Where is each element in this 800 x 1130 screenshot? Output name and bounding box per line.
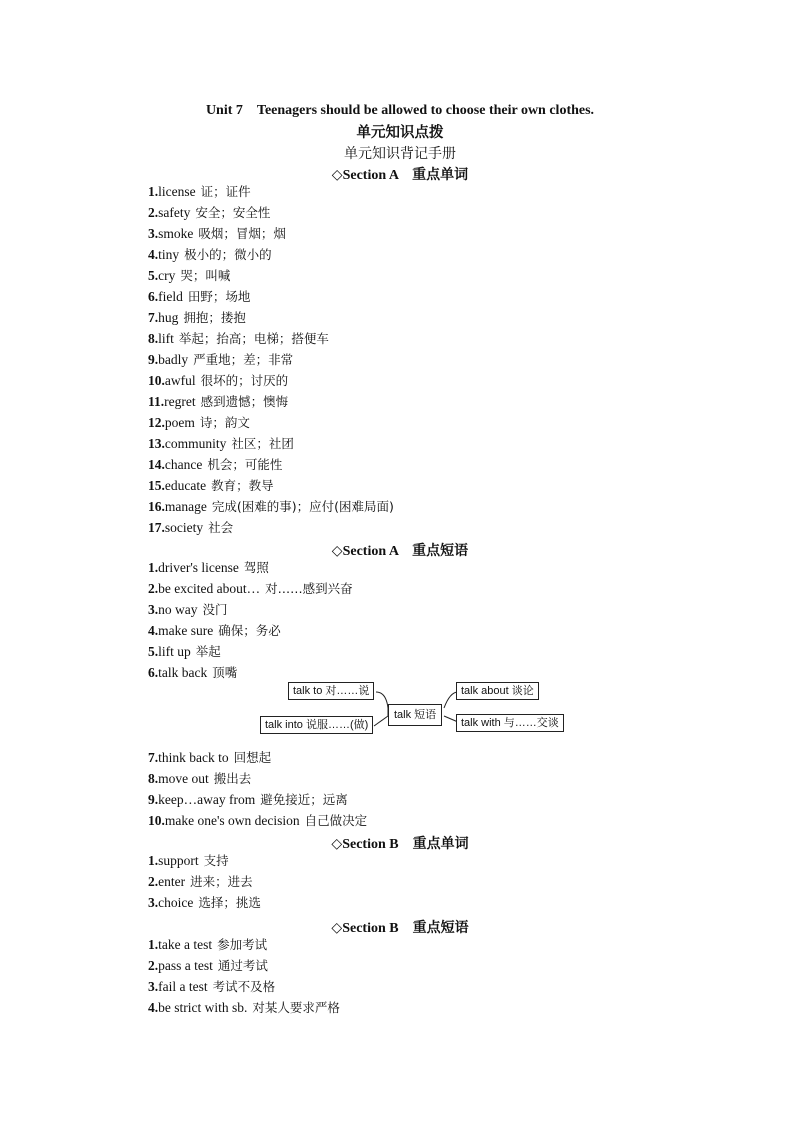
list-item — [148, 267, 230, 285]
item-number: 10. — [148, 813, 165, 828]
item-meaning: 顶嘴 — [212, 665, 238, 680]
list-item — [148, 225, 286, 243]
item-meaning: 搬出去 — [213, 771, 252, 786]
list-item — [148, 204, 270, 222]
list-item — [148, 894, 261, 912]
list-item — [148, 852, 229, 870]
talk-phrases-diagram — [260, 678, 570, 740]
item-number: 14. — [148, 457, 165, 472]
item-number: 9. — [148, 352, 159, 367]
list-item — [148, 456, 282, 474]
item-meaning: 考试不及格 — [212, 979, 276, 994]
item-number: 2. — [148, 581, 159, 596]
list-item — [148, 999, 340, 1017]
item-word: hug — [158, 310, 179, 325]
list-item — [148, 936, 267, 954]
item-number: 3. — [148, 602, 159, 617]
list-item — [148, 288, 250, 306]
item-word: enter — [158, 874, 186, 889]
item-meaning: 社会 — [208, 520, 234, 535]
item-meaning: 选择；挑选 — [198, 895, 261, 910]
diagram-box-talk-about: talk about 谈论 — [456, 682, 539, 700]
item-number: 1. — [148, 560, 159, 575]
item-number: 2. — [148, 958, 159, 973]
item-number: 2. — [148, 205, 159, 220]
item-meaning: 自己做决定 — [304, 813, 368, 828]
item-number: 1. — [148, 937, 159, 952]
item-word: lift — [158, 331, 174, 346]
section-heading: ◇Section A 重点短语 — [331, 544, 469, 559]
item-meaning: 没门 — [202, 602, 228, 617]
item-number: 8. — [148, 771, 159, 786]
item-word: keep…away from — [158, 792, 256, 807]
item-number: 2. — [148, 874, 159, 889]
item-number: 1. — [148, 853, 159, 868]
item-word: license — [158, 184, 196, 199]
list-item — [148, 477, 274, 495]
list-item — [148, 873, 253, 891]
list-item — [148, 601, 228, 619]
item-word: take a test — [158, 937, 213, 952]
item-number: 4. — [148, 1000, 159, 1015]
list-item — [148, 622, 281, 640]
item-number: 7. — [148, 750, 159, 765]
item-meaning: 避免接近；远离 — [260, 792, 348, 807]
list-item — [148, 664, 237, 682]
list-item — [148, 414, 250, 432]
item-meaning: 拥抱；搂抱 — [183, 310, 246, 325]
item-word: chance — [164, 457, 203, 472]
list-item — [148, 309, 246, 327]
item-meaning: 进来；进去 — [190, 874, 253, 889]
item-word: awful — [164, 373, 196, 388]
item-number: 12. — [148, 415, 165, 430]
list-item — [148, 770, 251, 788]
item-meaning: 参加考试 — [217, 937, 268, 952]
item-word: community — [164, 436, 227, 451]
item-word: field — [158, 289, 183, 304]
item-word: no way — [158, 602, 198, 617]
item-meaning: 对某人要求严格 — [252, 1000, 340, 1015]
item-number: 3. — [148, 979, 159, 994]
item-number: 9. — [148, 792, 159, 807]
item-meaning: 支持 — [203, 853, 229, 868]
item-word: talk back — [158, 665, 208, 680]
item-word: move out — [158, 771, 209, 786]
item-meaning: 极小的；微小的 — [184, 247, 272, 262]
item-meaning: 哭；叫喊 — [180, 268, 231, 283]
list-item — [148, 435, 294, 453]
item-word: be excited about… — [158, 581, 261, 596]
item-meaning: 社区；社团 — [231, 436, 294, 451]
item-number: 4. — [148, 247, 159, 262]
list-item — [148, 812, 367, 830]
document-title: Unit 7 Teenagers should be allowed to choose their own clothes. — [205, 103, 595, 118]
list-item — [148, 749, 271, 767]
item-meaning: 举起 — [195, 644, 221, 659]
item-word: poem — [164, 415, 195, 430]
item-word: be strict with sb. — [158, 1000, 248, 1015]
list-item — [148, 498, 394, 516]
item-meaning: 回想起 — [233, 750, 272, 765]
item-meaning: 严重地；差；非常 — [193, 352, 294, 367]
item-meaning: 证；证件 — [200, 184, 251, 199]
item-number: 4. — [148, 623, 159, 638]
item-meaning: 吸烟；冒烟；烟 — [198, 226, 286, 241]
list-item — [148, 393, 288, 411]
item-meaning: 很坏的；讨厌的 — [200, 373, 289, 388]
item-number: 3. — [148, 226, 159, 241]
item-word: make sure — [158, 623, 214, 638]
item-word: driver's license — [158, 560, 239, 575]
document-subtitle: 单元知识点拨 — [356, 125, 444, 141]
item-number: 13. — [148, 436, 165, 451]
diagram-box-talk-with: talk with 与……交谈 — [456, 714, 564, 732]
list-item — [148, 330, 329, 348]
item-word: educate — [164, 478, 207, 493]
item-meaning: 机会；可能性 — [207, 457, 283, 472]
diagram-box-talk-into: talk into 说服……(做) — [260, 716, 373, 734]
item-meaning: 完成(困难的事)；应付(困难局面) — [211, 499, 394, 514]
item-word: tiny — [158, 247, 180, 262]
diagram-box-center: talk 短语 — [388, 704, 442, 726]
item-number: 10. — [148, 373, 165, 388]
list-item — [148, 643, 221, 661]
item-meaning: 田野；场地 — [187, 289, 251, 304]
list-item — [148, 957, 268, 975]
item-number: 5. — [148, 644, 159, 659]
item-number: 8. — [148, 331, 159, 346]
item-word: smoke — [158, 226, 194, 241]
list-item — [148, 351, 293, 369]
item-number: 16. — [148, 499, 165, 514]
item-number: 15. — [148, 478, 165, 493]
list-item — [148, 183, 251, 201]
document-subsubtitle: 单元知识背记手册 — [344, 147, 456, 162]
item-number: 3. — [148, 895, 159, 910]
item-word: lift up — [158, 644, 191, 659]
item-meaning: 对……感到兴奋 — [265, 581, 353, 596]
item-number: 17. — [148, 520, 165, 535]
section-heading: ◇Section A 重点单词 — [331, 168, 469, 183]
item-number: 11. — [148, 394, 165, 409]
list-item — [148, 559, 269, 577]
item-word: cry — [158, 268, 176, 283]
item-word: badly — [158, 352, 189, 367]
item-meaning: 感到遗憾；懊悔 — [200, 394, 289, 409]
item-meaning: 举起；抬高；电梯；搭便车 — [178, 331, 329, 346]
item-meaning: 诗；韵文 — [199, 415, 250, 430]
item-number: 6. — [148, 289, 159, 304]
item-number: 6. — [148, 665, 159, 680]
item-meaning: 确保；务必 — [218, 623, 281, 638]
item-word: manage — [164, 499, 207, 514]
list-item — [148, 372, 288, 390]
item-number: 7. — [148, 310, 159, 325]
item-word: think back to — [158, 750, 229, 765]
item-word: support — [158, 853, 199, 868]
item-word: society — [164, 520, 204, 535]
item-number: 1. — [148, 184, 159, 199]
item-word: fail a test — [158, 979, 208, 994]
section-heading: ◇Section B 重点单词 — [331, 837, 469, 852]
list-item — [148, 978, 275, 996]
diagram-box-talk-to: talk to 对……说 — [288, 682, 374, 700]
item-meaning: 驾照 — [243, 560, 269, 575]
list-item — [148, 791, 348, 809]
item-meaning: 通过考试 — [217, 958, 268, 973]
item-word: make one's own decision — [164, 813, 300, 828]
item-word: regret — [164, 394, 196, 409]
list-item — [148, 580, 353, 598]
item-word: choice — [158, 895, 194, 910]
item-meaning: 安全；安全性 — [195, 205, 271, 220]
item-number: 5. — [148, 268, 159, 283]
item-word: pass a test — [158, 958, 213, 973]
item-meaning: 教育；教导 — [211, 478, 274, 493]
list-item — [148, 519, 233, 537]
item-word: safety — [158, 205, 191, 220]
list-item — [148, 246, 272, 264]
section-heading: ◇Section B 重点短语 — [331, 921, 469, 936]
